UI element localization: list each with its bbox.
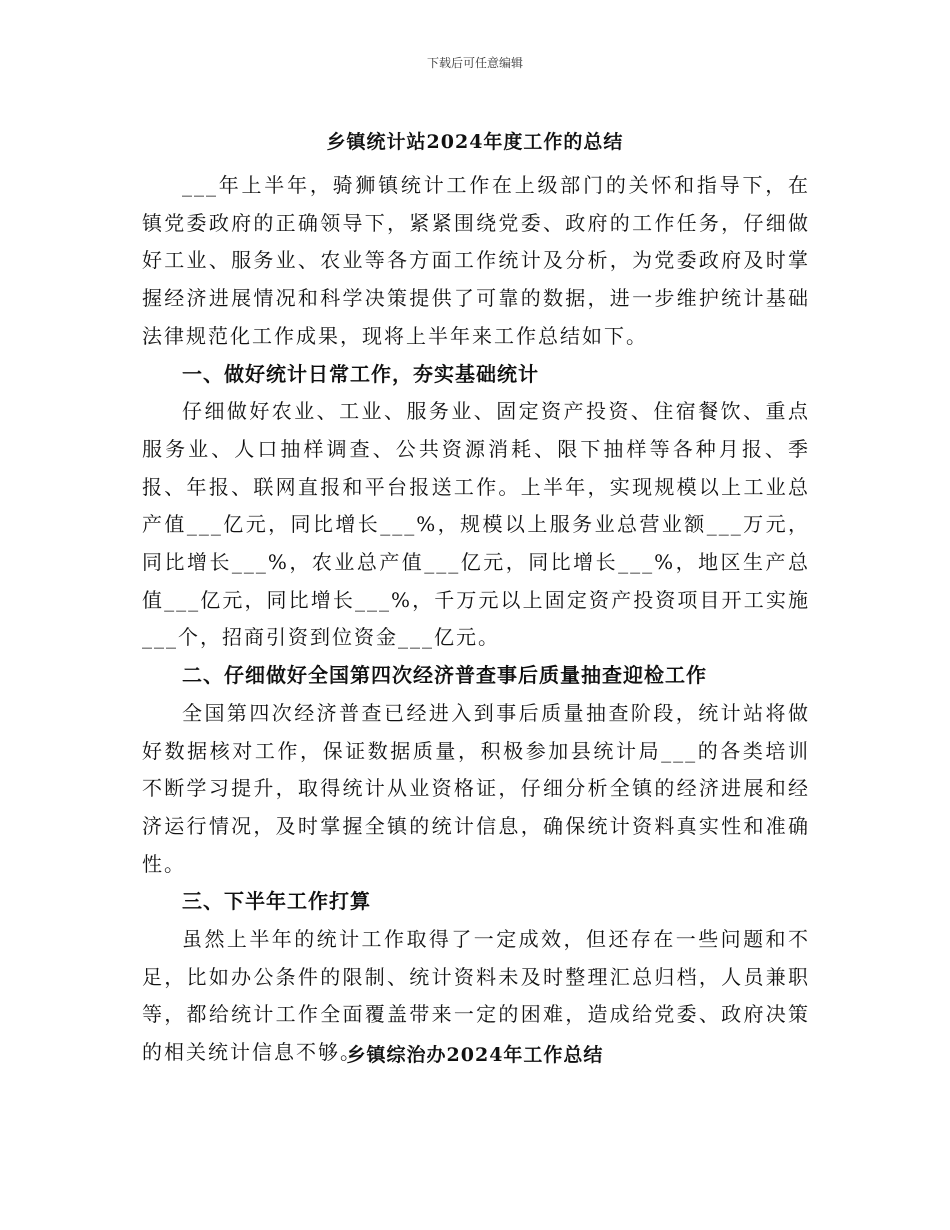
section-3-paragraph: 虽然上半年的统计工作取得了一定成效，但还存在一些问题和不足，比如办公条件的限制、统计资料未及时整理汇总归档，人员兼职等，都给统计工作全面覆盖带来一定的困难，造成给党委、政府决策的相关统计信息不够。 xyxy=(142,927,810,1065)
section-1-paragraph: 仔细做好农业、工业、服务业、固定资产投资、住宿餐饮、重点服务业、人口抽样调查、公共资源消耗、限下抽样等各种月报、季报、年报、联网直报和平台报送工作。上半年，实现规模以上工业总产值___亿元，同比增长___%，规模以上服务业总营业额___万元，同比增长___%，农业总产值___亿元，同比增长___%，地区生产总值___亿元，同比增长___%，千万元以上固定资产投资项目开工实施___个，招商引资到位资金___亿元。 xyxy=(142,399,810,650)
section-1-heading: 一、做好统计日常工作，夯实基础统计 xyxy=(182,361,539,386)
document-body xyxy=(142,167,810,1072)
next-document-title: 乡镇综治办2024年工作总结 xyxy=(346,1044,604,1066)
intro-paragraph: ___年上半年，骑狮镇统计工作在上级部门的关怀和指导下，在镇党委政府的正确领导下，紧紧围绕党委、政府的工作任务，仔细做好工业、服务业、农业等各方面工作统计及分析，为党委政府及时掌握经济进展情况和科学决策提供了可靠的数据，进一步维护统计基础法律规范化工作成果，现将上半年来工作总结如下。 xyxy=(142,173,810,348)
section-2-heading: 二、仔细做好全国第四次经济普查事后质量抽查迎检工作 xyxy=(182,663,707,688)
document-title: 乡镇统计站2024年度工作的总结 xyxy=(326,131,624,153)
section-3-heading: 三、下半年工作打算 xyxy=(182,889,371,914)
header-note: 下载后可任意编辑 xyxy=(426,56,523,70)
section-2-paragraph: 全国第四次经济普查已经进入到事后质量抽查阶段，统计站将做好数据核对工作，保证数据质量，积极参加县统计局___的各类培训不断学习提升，取得统计从业资格证，仔细分析全镇的经济进展和经济运行情况，及时掌握全镇的统计信息，确保统计资料真实性和准确性。 xyxy=(142,700,810,876)
